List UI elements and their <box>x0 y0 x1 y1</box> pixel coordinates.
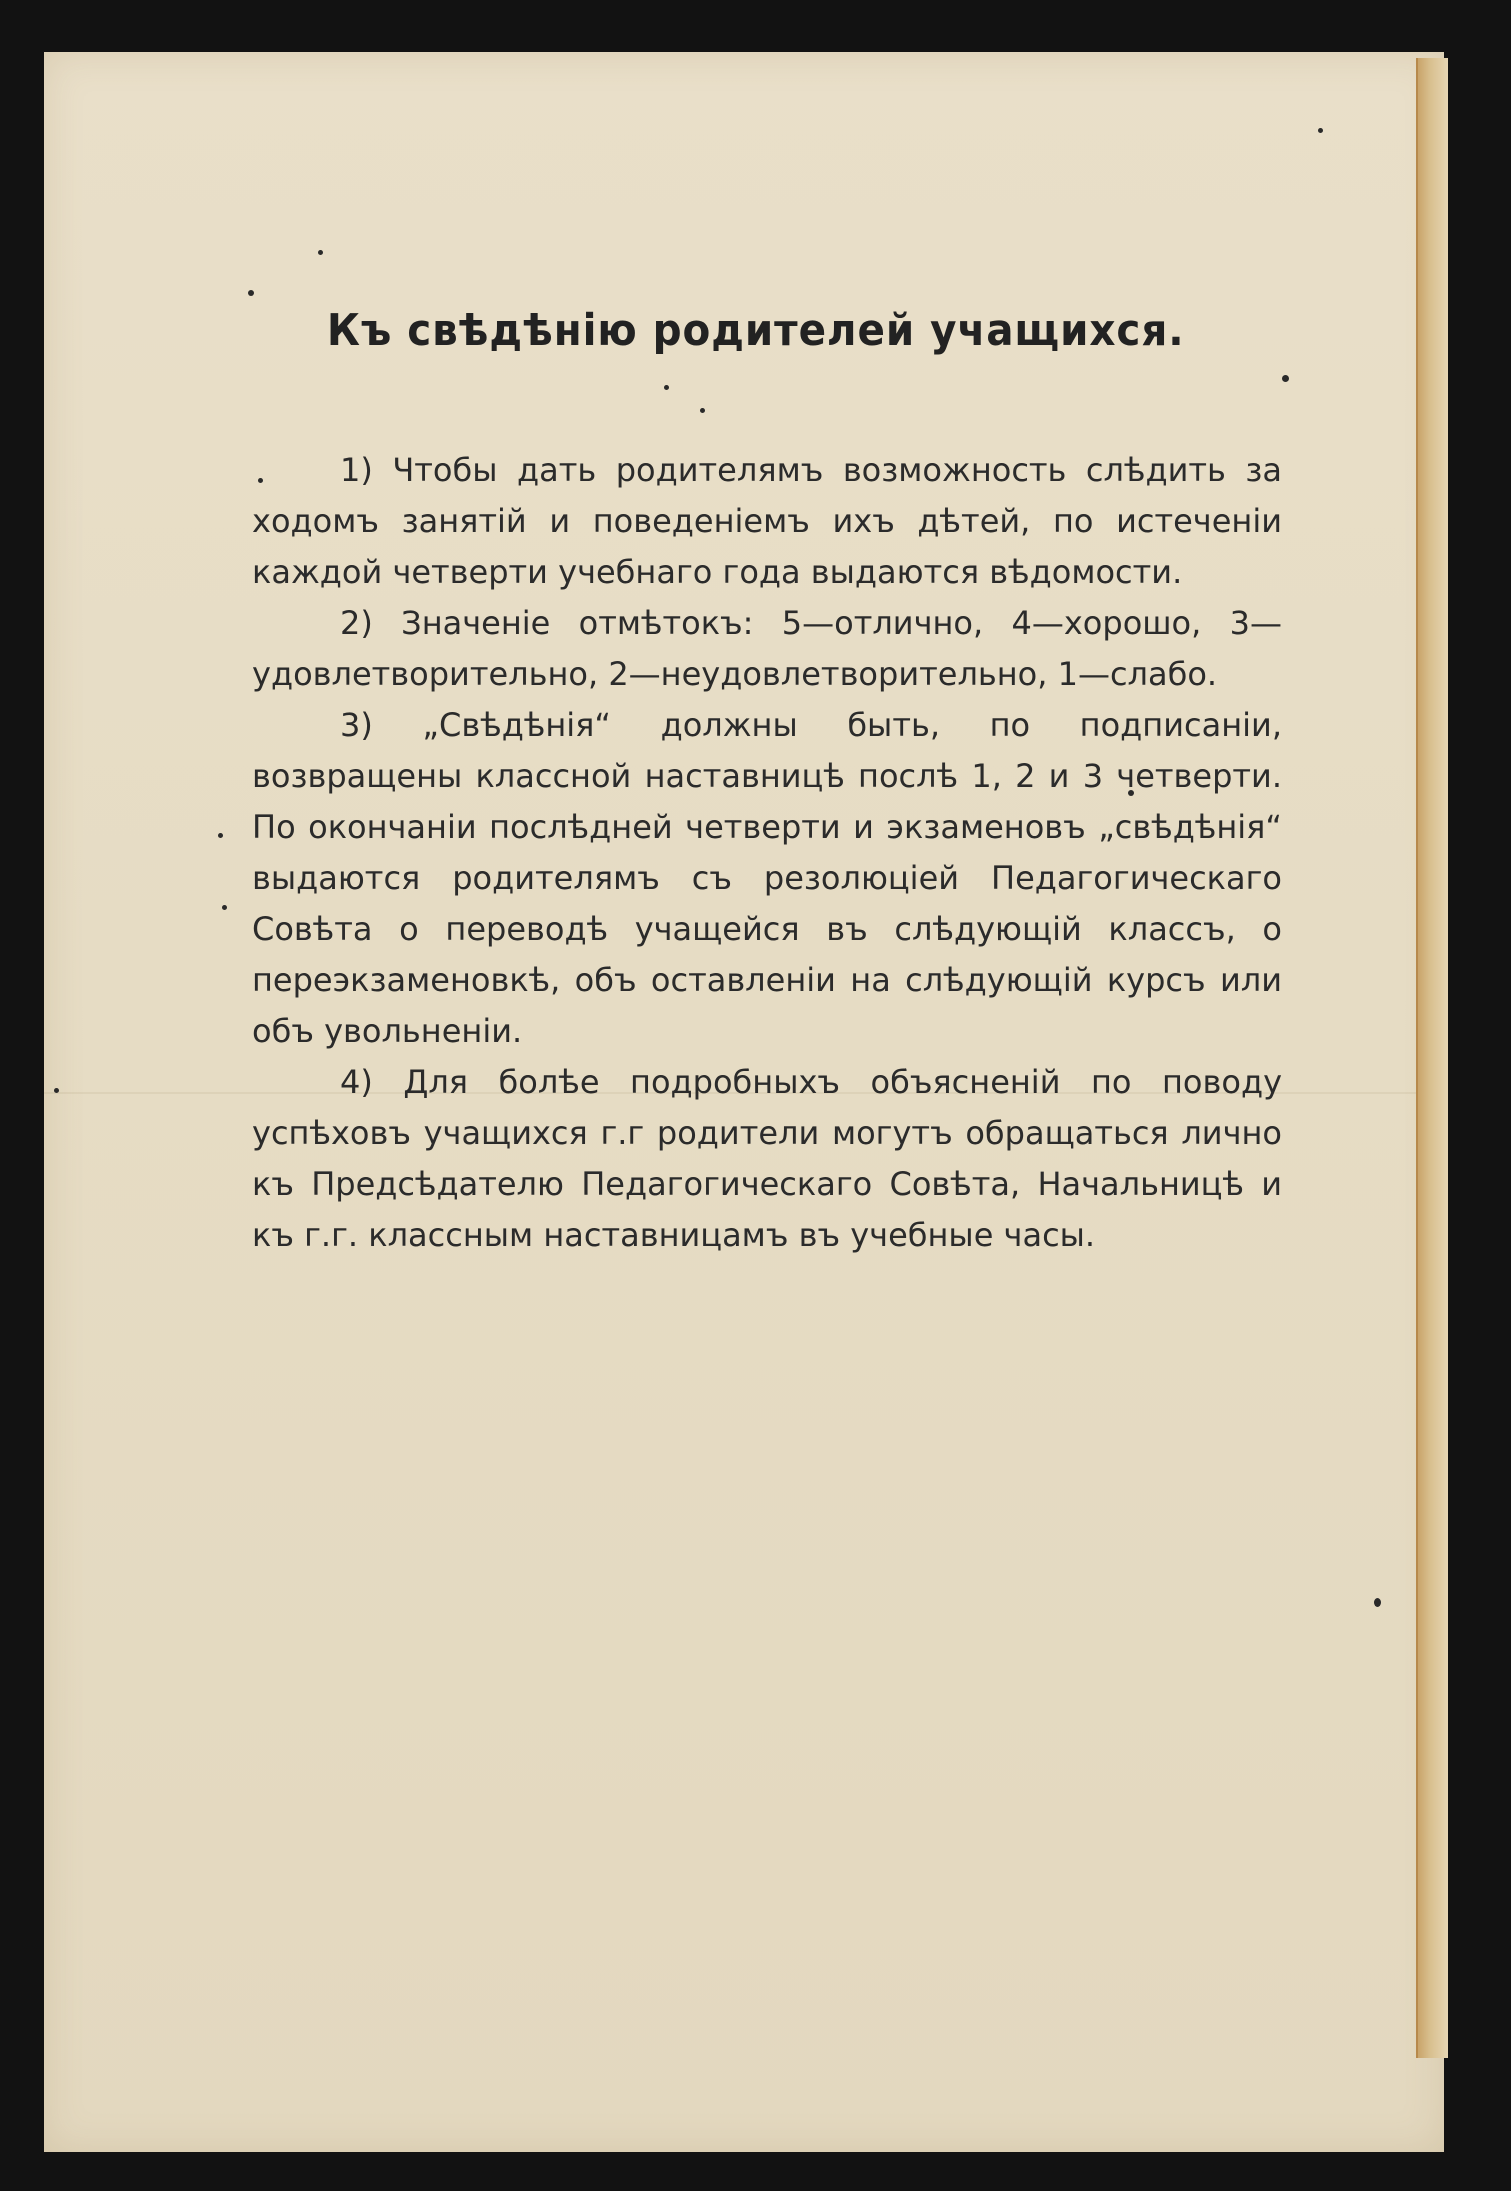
paper-speck <box>1374 1598 1381 1607</box>
paper-speck <box>218 833 223 838</box>
paper-speck <box>248 290 254 296</box>
document-title: Къ свѣдѣнію родителей учащихся. <box>326 305 1185 356</box>
paper-speck <box>54 1088 59 1093</box>
paragraph-4: 4) Для болѣе подробныхъ объясненій по поводу успѣховъ учащихся г.г родители могутъ обращаться лично къ Предсѣдателю Педагогическаго Совѣта, Начальницѣ и къ г.г. классным наставницамъ въ учебные часы. <box>252 1063 1282 1254</box>
paper-speck <box>664 385 669 390</box>
paragraph-3: 3) „Свѣдѣнія“ должны быть, по подписаніи, возвращены классной наставницѣ послѣ 1, 2 и 3 четверти. По окончаніи послѣдней четверти и экзаменовъ „свѣдѣнія“ выдаются родителямъ съ резолюціей Педагогическаго Совѣта о переводѣ учащейся въ слѣдующій классъ, о переэкзаменовкѣ, объ оставленіи на слѣдующій курсъ или объ увольненіи. <box>252 706 1282 1050</box>
paper-speck <box>1318 128 1323 133</box>
paper-speck <box>700 408 705 413</box>
paper-torn-edge <box>1416 58 1448 2058</box>
paper-speck <box>222 905 227 910</box>
paper-speck <box>318 250 323 255</box>
paper-speck <box>1282 375 1289 382</box>
paragraph-1: 1) Чтобы дать родителямъ возможность слѣдить за ходомъ занятій и поведеніемъ ихъ дѣтей, по истеченіи каждой четверти учебнаго года выдаются вѣдомости. <box>252 451 1282 591</box>
paragraph-2: 2) Значеніе отмѣтокъ: 5—отлично, 4—хорошо, 3—удовлетворительно, 2—неудовлетворительно, 1—слабо. <box>252 604 1282 693</box>
document-body <box>252 445 1282 1261</box>
